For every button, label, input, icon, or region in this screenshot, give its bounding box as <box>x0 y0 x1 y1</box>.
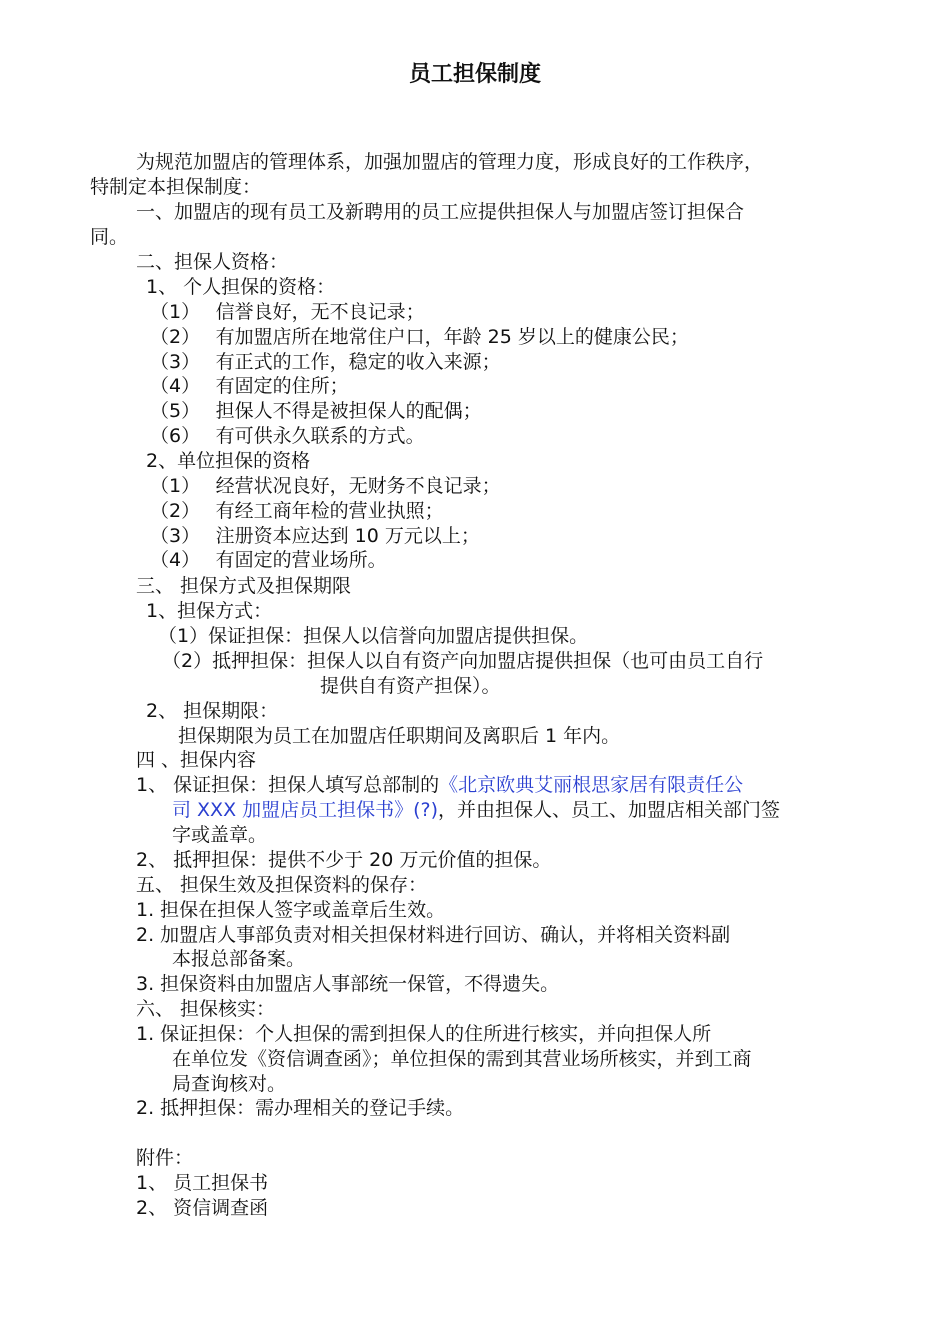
subsection-guarantee-period: 2、 担保期限： <box>146 700 279 722</box>
list-item: （1） 信誉良好，无不良记录； <box>150 301 425 323</box>
section-4-item-2: 2、 抵押担保：提供不少于 20 万元价值的担保。 <box>136 849 552 871</box>
intro-line-2: 特制定本担保制度： <box>90 176 262 198</box>
list-item: 1. 保证担保：个人担保的需到担保人的住所进行核实，并向担保人所 <box>136 1023 712 1045</box>
list-item: （6） 有可供永久联系的方式。 <box>150 425 425 447</box>
section-1-line-1: 一、加盟店的现有员工及新聘用的员工应提供担保人与加盟店签订担保合 <box>136 201 745 223</box>
list-item: （5） 担保人不得是被担保人的配偶； <box>150 400 482 422</box>
section-4-item-1-line-2 <box>172 798 780 822</box>
section-5-heading: 五、 担保生效及担保资料的保存： <box>136 874 428 896</box>
section-4-heading: 四 、担保内容 <box>136 749 257 771</box>
section-1-line-2: 同。 <box>90 226 129 248</box>
list-item-continuation: 本报总部备案。 <box>172 948 306 970</box>
list-item: （1） 经营状况良好，无财务不良记录； <box>150 475 501 497</box>
list-item: （4） 有固定的营业场所。 <box>150 549 387 571</box>
list-item-continuation: 在单位发《资信调查函》；单位担保的需到其营业场所核实，并到工商 <box>172 1048 752 1070</box>
list-item: （2）抵押担保：担保人以自有资产向加盟店提供担保（也可由员工自行 <box>162 650 764 672</box>
attachment-item: 1、 员工担保书 <box>136 1172 269 1194</box>
paragraph: 担保期限为员工在加盟店任职期间及离职后 1 年内。 <box>178 725 621 747</box>
section-3-heading: 三、 担保方式及担保期限 <box>136 575 352 597</box>
section-2-heading: 二、担保人资格： <box>136 251 289 273</box>
list-item: 2. 抵押担保：需办理相关的登记手续。 <box>136 1097 465 1119</box>
item-text: 1、 保证担保：担保人填写总部制的 <box>136 774 440 796</box>
list-item-continuation: 提供自有资产担保）。 <box>320 675 501 697</box>
list-item: （3） 有正式的工作，稳定的收入来源； <box>150 351 501 373</box>
subsection-unit-guarantee: 2、单位担保的资格 <box>146 450 311 472</box>
list-item: 2. 加盟店人事部负责对相关担保材料进行回访、确认，并将相关资料副 <box>136 924 731 946</box>
list-item: 1. 担保在担保人签字或盖章后生效。 <box>136 899 446 921</box>
section-4-item-1-line-1 <box>136 773 743 797</box>
document-link[interactable]: 司 XXX 加盟店员工担保书》(?) <box>172 799 439 821</box>
list-item: （3） 注册资本应达到 10 万元以上； <box>150 525 480 547</box>
section-4-item-1-line-3: 字或盖章。 <box>172 824 268 846</box>
list-item: （2） 有加盟店所在地常住户口，年龄 25 岁以上的健康公民； <box>150 326 689 348</box>
list-item-continuation: 局查询核对。 <box>172 1073 287 1095</box>
item-text: ，并由担保人、员工、加盟店相关部门签 <box>438 799 781 821</box>
list-item: （1）保证担保：担保人以信誉向加盟店提供担保。 <box>158 625 589 647</box>
subsection-personal-guarantee: 1、 个人担保的资格： <box>146 276 336 298</box>
subsection-guarantee-method: 1、担保方式： <box>146 600 273 622</box>
list-item: （2） 有经工商年检的营业执照； <box>150 500 444 522</box>
section-6-heading: 六、 担保核实： <box>136 998 276 1020</box>
attachment-item: 2、 资信调查函 <box>136 1197 269 1219</box>
intro-line-1: 为规范加盟店的管理体系，加强加盟店的管理力度，形成良好的工作秩序， <box>136 151 764 173</box>
document-title: 员工担保制度 <box>408 62 541 87</box>
document-link[interactable]: 《北京欧典艾丽根思家居有限责任公 <box>439 774 744 796</box>
list-item: （4） 有固定的住所； <box>150 375 349 397</box>
attachments-heading: 附件： <box>136 1147 194 1169</box>
list-item: 3. 担保资料由加盟店人事部统一保管，不得遗失。 <box>136 973 560 995</box>
